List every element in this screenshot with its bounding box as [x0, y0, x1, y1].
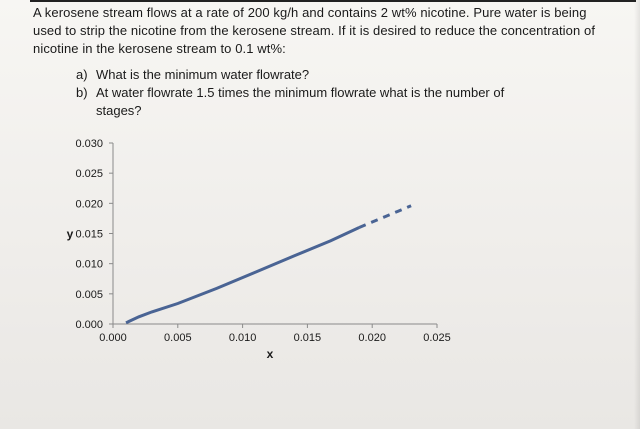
x-axis-label: x [266, 347, 274, 361]
question-text: What is the minimum water flowrate? [96, 67, 310, 82]
y-tick-labels [75, 138, 103, 331]
x-tick-label: 0.020 [358, 332, 386, 344]
y-tick-label: 0.005 [75, 288, 103, 301]
equilibrium-curve-dashed [359, 206, 411, 228]
y-tick-label: 0.020 [75, 198, 103, 211]
chart-axes [109, 143, 437, 328]
y-tick-label: 0.025 [75, 168, 103, 181]
question-label: b) [76, 85, 88, 100]
equilibrium-curve [126, 228, 359, 323]
x-tick-label: 0.015 [293, 332, 322, 344]
x-tick-label: 0.005 [164, 332, 192, 344]
problem-statement: A kerosene stream flows at a rate of 200 kg/h and contains 2 wt% nicotine. Pure water is being used to strip the nicotine from the kerosene stream. If it is desired to reduce the concentration of nicotine in the kerosene stream to 0.1 wt%: [33, 5, 596, 56]
y-tick-label: 0.010 [75, 258, 103, 271]
x-tick-label: 0.000 [99, 332, 127, 344]
chart-series [126, 206, 411, 323]
y-tick-label: 0.015 [75, 228, 103, 241]
y-axis-label: y [66, 227, 74, 241]
x-tick-label: 0.025 [423, 332, 451, 344]
y-tick-label: 0.030 [75, 138, 103, 150]
x-tick-labels [99, 332, 451, 344]
question-label: a) [76, 67, 88, 82]
y-tick-label: 0.000 [75, 319, 103, 331]
question-text: At water flowrate 1.5 times the minimum flowrate what is the number of stages? [96, 85, 505, 118]
x-tick-label: 0.010 [228, 332, 257, 344]
